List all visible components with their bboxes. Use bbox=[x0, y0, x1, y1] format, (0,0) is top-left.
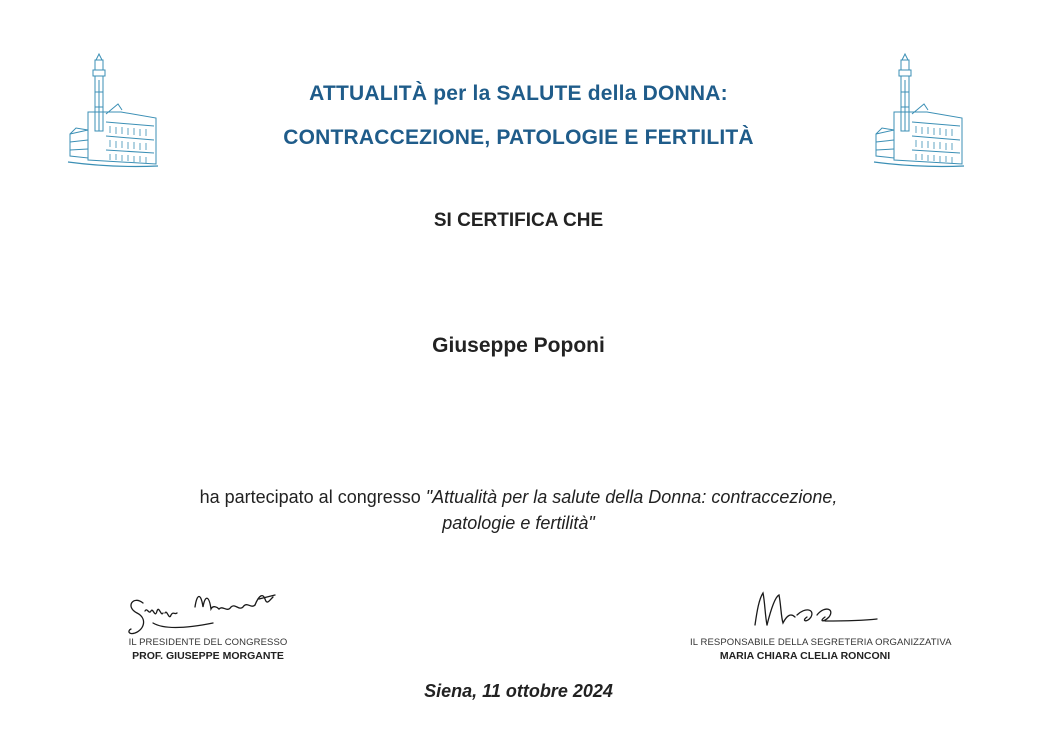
participation-prefix: ha partecipato al congresso bbox=[199, 487, 426, 507]
certificate-title-line-1: ATTUALITÀ per la SALUTE della DONNA: bbox=[309, 82, 728, 105]
certificate-date: Siena, 11 ottobre 2024 bbox=[424, 681, 613, 701]
secretariat-handwritten-signature bbox=[725, 585, 885, 637]
secretariat-role: IL RESPONSABILE DELLA SEGRETERIA ORGANIZZATIVA bbox=[690, 637, 952, 648]
participation-statement bbox=[150, 484, 887, 536]
palazzo-pubblico-left-icon bbox=[66, 52, 161, 170]
secretariat-signature-block bbox=[690, 585, 952, 662]
president-name: PROF. GIUSEPPE MORGANTE bbox=[132, 650, 284, 662]
certifies-heading: SI CERTIFICA CHE bbox=[433, 210, 604, 231]
congress-name-line-2: patologie e fertilità" bbox=[442, 513, 595, 533]
secretariat-name: MARIA CHIARA CLELIA RONCONI bbox=[719, 650, 891, 662]
certificate-title-line-2: CONTRACCEZIONE, PATOLOGIE E FERTILITÀ bbox=[283, 126, 754, 149]
president-signature-block bbox=[118, 585, 298, 662]
president-handwritten-signature bbox=[123, 585, 293, 637]
congress-name-line-1: "Attualità per la salute della Donna: contraccezione, bbox=[425, 487, 838, 507]
president-role: IL PRESIDENTE DEL CONGRESSO bbox=[128, 637, 288, 648]
participant-name: Giuseppe Poponi bbox=[432, 334, 605, 357]
palazzo-pubblico-right-icon bbox=[872, 52, 967, 170]
